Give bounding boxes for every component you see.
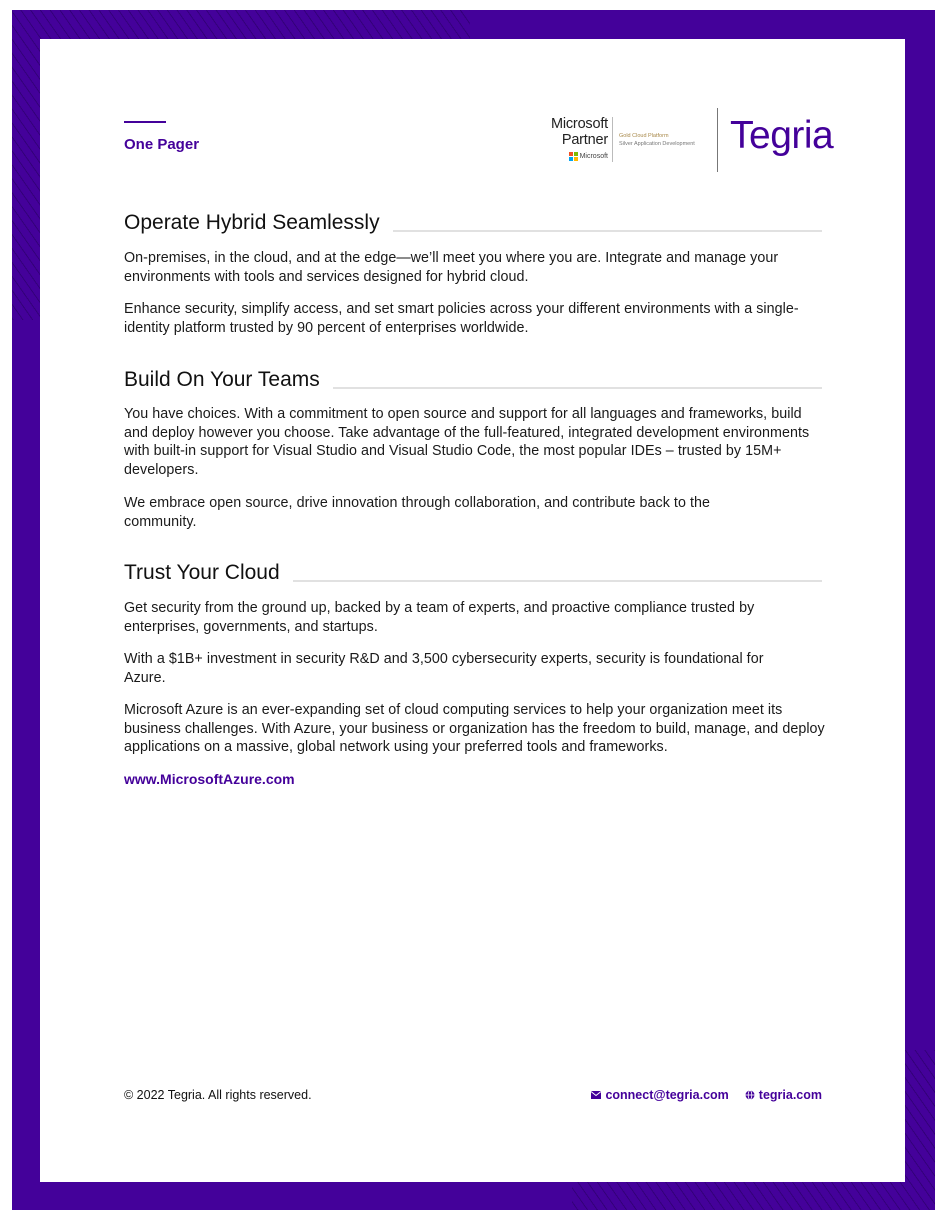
copyright-notice: © 2022 Tegria. All rights reserved. [124,1088,312,1102]
brand-divider [717,108,718,172]
border-left-plain [12,320,40,1210]
tegria-logo: Tegria [730,114,834,157]
footer-contacts [591,1088,822,1102]
logo-divider [612,117,613,162]
paragraph: Enhance security, simplify access, and set smart policies across your different environments with a single-identity platform trusted by 90 percent of enterprises worldwide. [124,301,799,336]
section-heading [124,560,822,586]
section-heading [124,210,822,236]
paragraph: You have choices. With a commitment to open source and support for all languages and frameworks, build and deploy however you choose. Take advantage of the full-featured, integrated development environments with built-in support for Visual Studio and Visual Studio Code, the most popular IDEs – trusted by 15M+ developers. [124,406,810,478]
paragraph: We embrace open source, drive innovation through collaboration, and contribute back to the community. [124,495,711,530]
globe-icon [745,1090,755,1100]
microsoft-squares-icon [569,152,578,161]
paragraph: Microsoft Azure is an ever-expanding set of cloud computing services to help your organization meet its business challenges. With Azure, your business or organization has the freedom to build, manage, and deploy applications on a massive, global network using your preferred tools and frameworks. [124,702,825,755]
gold-competency: Gold Cloud Platform [619,133,669,139]
heading-rule [293,580,822,582]
partner-logo-line2: Partner [561,132,608,148]
border-right-plain [905,10,935,1050]
paragraph: With a $1B+ investment in security R&D and 3,500 cybersecurity experts, security is foundational for Azure. [124,651,764,686]
envelope-icon [591,1091,601,1099]
website-text: tegria.com [758,1088,822,1102]
paragraph: On-premises, in the cloud, and at the edge—we’ll meet you where you are. Integrate and manage your environments with tools and services designed for hybrid cloud. [124,250,779,285]
border-top-plain [470,10,935,39]
border-bottom-plain [12,1182,572,1210]
document-type-label: One Pager [124,136,200,153]
website-link[interactable] [745,1088,822,1102]
section-title: Build On Your Teams [124,368,320,391]
azure-website-link[interactable]: www.MicrosoftAzure.com [124,771,295,787]
email-link[interactable] [591,1088,728,1102]
section-heading [124,367,822,393]
paragraph: Get security from the ground up, backed by a team of experts, and proactive compliance trusted by enterprises, governments, and startups. [124,600,755,635]
email-text: connect@tegria.com [605,1088,729,1102]
silver-competency: Silver Application Development [619,141,695,147]
section-title: Operate Hybrid Seamlessly [124,211,380,234]
partner-logo-line1: Microsoft [550,116,608,132]
eyebrow-rule [124,121,166,123]
microsoft-partner-logo [540,116,608,161]
microsoft-wordmark: Microsoft [579,153,608,160]
heading-rule [333,387,822,389]
heading-rule [393,230,822,232]
partner-competencies [619,132,695,148]
section-title: Trust Your Cloud [124,561,280,584]
